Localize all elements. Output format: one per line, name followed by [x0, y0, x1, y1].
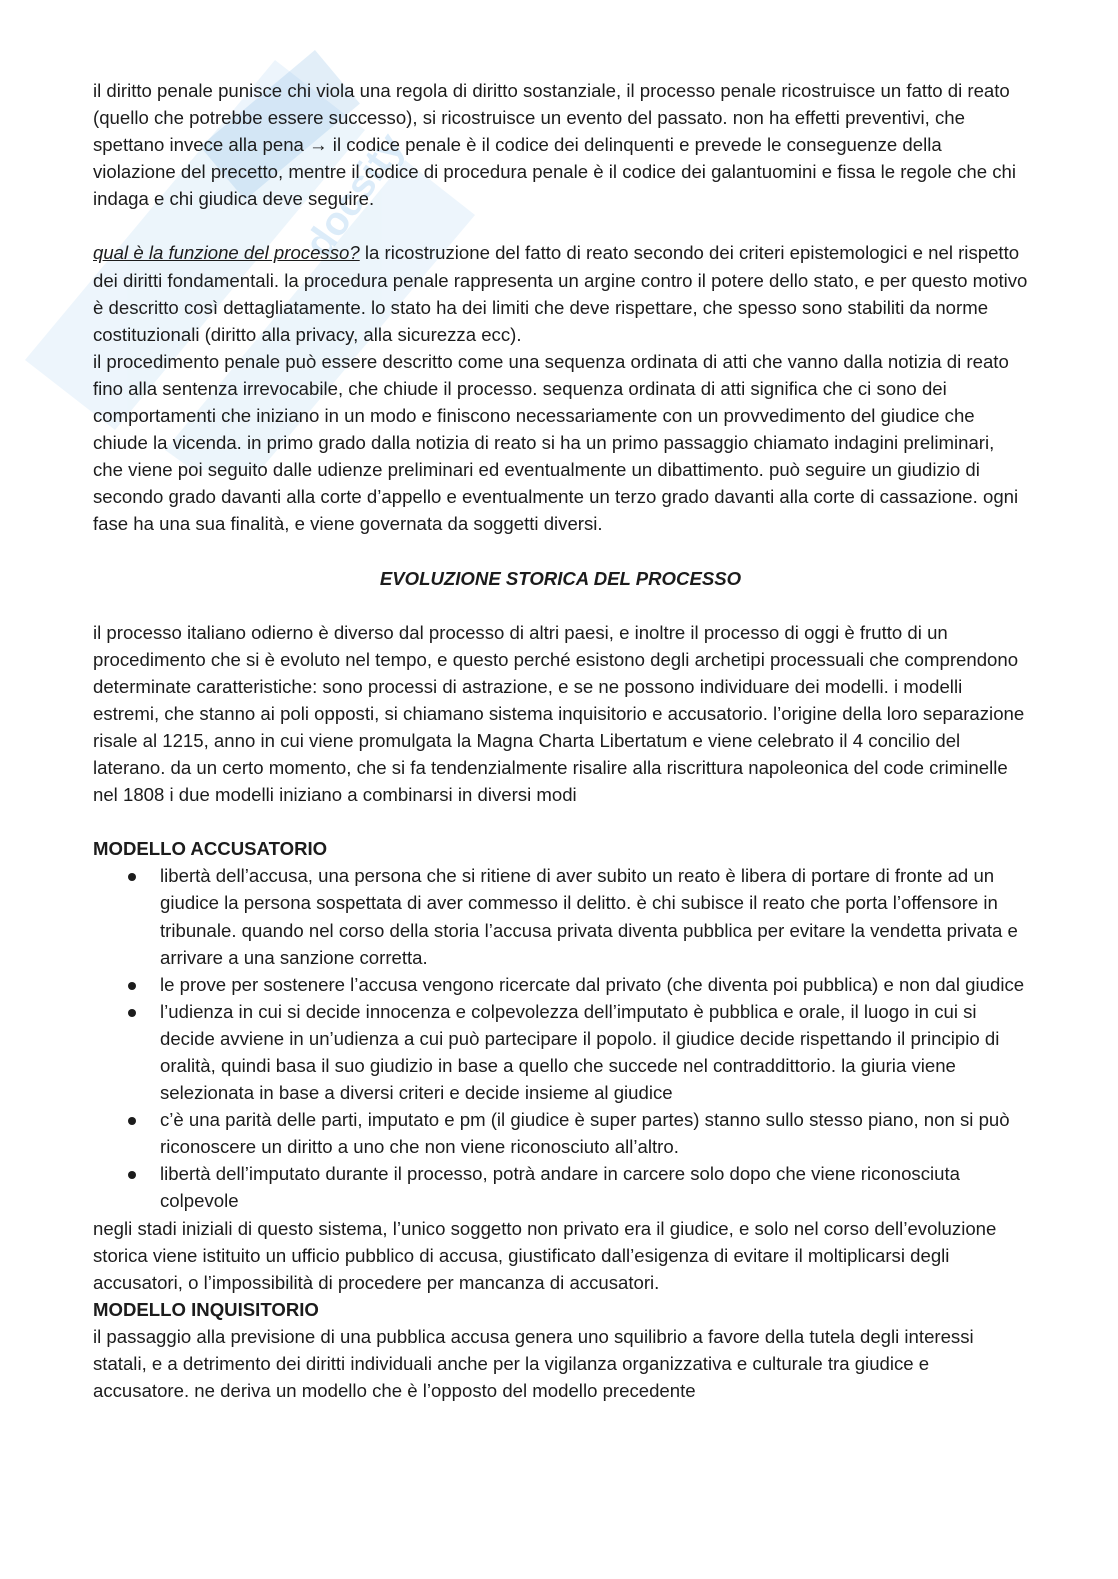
- inquisitorio-heading: MODELLO INQUISITORIO: [93, 1298, 319, 1320]
- function-paragraph: [93, 239, 1028, 347]
- accusatorio-closing: negli stadi iniziali di questo sistema, l’unico soggetto non privato era il giudice, e solo nel corso dell’evoluzione storica viene istituito un ufficio pubblico di accusa, giustificato dall’esigenza di evitare il moltiplicarsi degli accusatori, o l’impossibilità di procedere per mancanza di accusatori.: [93, 1217, 997, 1293]
- procedure-paragraph: il procedimento penale può essere descritto come una sequenza ordinata di atti che vanno dalla notizia di reato fino alla sentenza irrevocabile, che chiude il processo. sequenza ordinata di atti significa che ci sono dei comportamenti che iniziano in un modo e finiscono necessariamente con un provvedimento del giudice che chiude la vicenda. in primo grado dalla notizia di reato si ha un primo passaggio chiamato indagini preliminari, che viene poi seguito dalle udienze preliminari ed eventualmente un dibattimento. può seguire un giudizio di secondo grado davanti alla corte d’appello e eventualmente un terzo grado davanti alla corte di cassazione. ogni fase ha una sua finalità, e viene governata da soggetti diversi.: [93, 350, 1019, 535]
- list-item: libertà dell’imputato durante il processo, potrà andare in carcere solo dopo che viene riconosciuta colpevole: [160, 1160, 1028, 1214]
- section-title: EVOLUZIONE STORICA DEL PROCESSO: [379, 567, 742, 589]
- list-item: c’è una parità delle parti, imputato e pm (il giudice è super partes) stanno sullo stesso piano, non si può riconoscere un diritto a uno che non viene riconosciuto all’altro.: [160, 1106, 1028, 1160]
- inquisitorio-paragraph: il passaggio alla previsione di una pubblica accusa genera uno squilibrio a favore della tutela degli interessi statali, e a detrimento dei diritti individuali anche per la vigilanza organizzativa e culturale tra giudice e accusatore. ne deriva un modello che è l’opposto del modello precedente: [93, 1325, 974, 1402]
- evolution-paragraph: il processo italiano odierno è diverso dal processo di altri paesi, e inoltre il processo di oggi è frutto di un procedimento che si è evoluto nel tempo, e questo perché esistono degli archetipi processuali che comprendono determinate caratteristiche: sono processi di astrazione, e se ne possono individuare dei modelli. i modelli estremi, che stanno ai poli opposti, si chiamano sistema inquisitorio e accusatorio. l’origine della loro separazione risale al 1215, anno in cui viene promulgata la Magna Charta Libertatum e viene celebrato il 4 concilio del laterano. da un certo momento, che si fa tendenzialmente risalire alla riscrittura napoleonica del code criminelle nel 1808 i due modelli iniziano a combinarsi in diversi modi: [93, 621, 1025, 806]
- list-item: libertà dell’accusa, una persona che si ritiene di aver subito un reato è libera di portare di fronte ad un giudice la persona sospettata di aver commesso il delitto. è chi subisce il reato che porta l’offensore in tribunale. quando nel corso della storia l’accusa privata diventa pubblica per evitare la vendetta privata e arrivare a una sanzione corretta.: [160, 862, 1028, 970]
- list-item: le prove per sostenere l’accusa vengono ricercate dal privato (che diventa poi pubblica) e non dal giudice: [160, 971, 1028, 998]
- accusatorio-list: [93, 862, 1028, 1214]
- spacer: [93, 538, 1028, 565]
- function-question: qual è la funzione del processo?: [93, 242, 360, 264]
- spacer: [93, 592, 1028, 619]
- accusatorio-heading: MODELLO ACCUSATORIO: [93, 838, 328, 860]
- intro-paragraph: il diritto penale punisce chi viola una regola di diritto sostanziale, il processo penale ricostruisce un fatto di reato (quello che potrebbe essere successo), si ricostruisce un evento del passato. non ha effetti preventivi, che spettano invece alla pena → il codice penale è il codice dei delinquenti e prevede le conseguenze della violazione del precetto, mentre il codice di procedura penale è il codice dei galantuomini e fissa le regole che chi indaga e chi giudica deve seguire.: [93, 80, 1016, 210]
- spacer: [93, 212, 1028, 239]
- list-item: l’udienza in cui si decide innocenza e colpevolezza dell’imputato è pubblica e orale, il luogo in cui si decide avviene in un’udienza a cui può partecipare il popolo. il giudice decide rispettando il principio di oralità, quindi basa il suo giudizio in base a quello che succede nel contraddittorio. la giuria viene selezionata in base a diversi criteri e decide insieme al giudice: [160, 998, 1028, 1106]
- document-page: [93, 77, 1028, 1404]
- function-answer: la ricostruzione del fatto di reato secondo dei criteri epistemologici e nel rispetto dei diritti fondamentali. la procedura penale rappresenta un argine contro il potere dello stato, e per questo motivo è descritto così dettagliatamente. lo stato ha dei limiti che deve rispettare, che spesso sono stabiliti da norme costituzionali (diritto alla privacy, alla sicurezza ecc).: [93, 242, 1028, 345]
- watermark-text: docsity: [296, 125, 413, 266]
- spacer: [93, 808, 1028, 835]
